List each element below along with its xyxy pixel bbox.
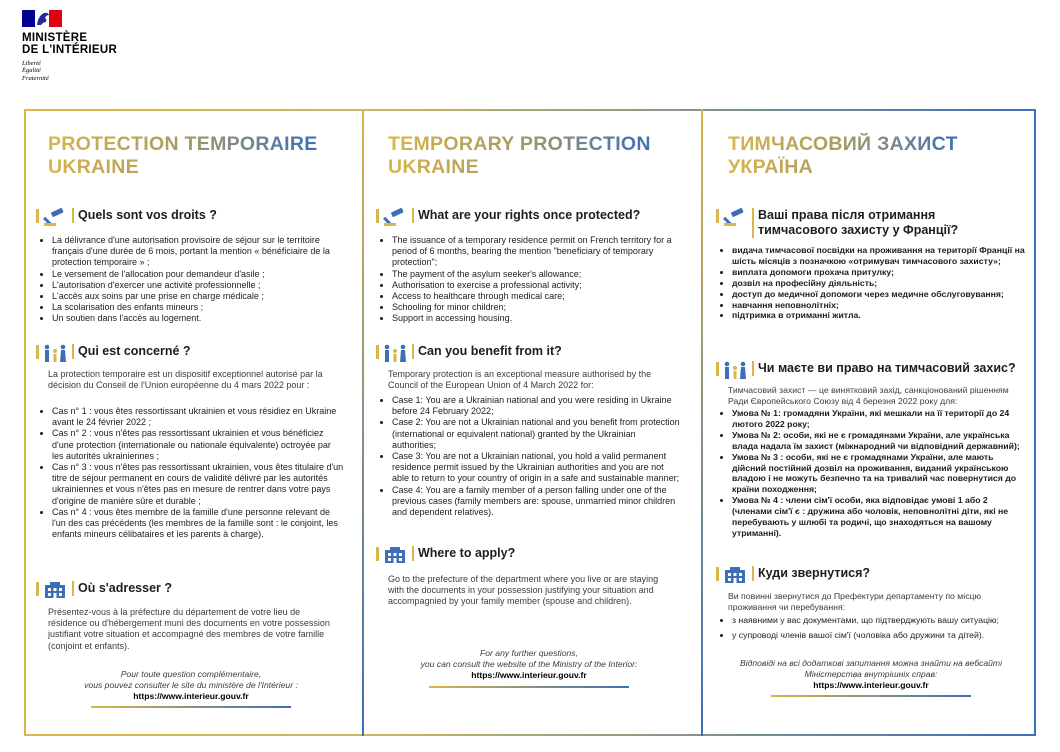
french-column — [36, 111, 346, 733]
accent-mark — [36, 209, 39, 223]
list-item: • Cas n° 4 : vous êtes membre de la famille d'une personne relevant de l'un des cas précédents (les membres de la famille sont : le conjoint, les enfants mineurs célibataires et les parents à charge). — [52, 507, 344, 541]
footer-line-2: Міністерства внутрішніх справ: — [804, 668, 938, 679]
list-item: • видача тимчасової посвідки на проживання на території Франції на шість місяців з позначкою «отримувач тимчасового захисту»; — [732, 245, 1026, 267]
list-item: • Support in accessing housing. — [392, 313, 682, 324]
english-rights-list — [382, 235, 682, 325]
ministry-line-2: DE L'INTÉRIEUR — [22, 44, 118, 56]
list-item: • у супроводі членів вашої сім'ї (чоловіка або дружини та дітей). — [732, 630, 1026, 641]
list-item: • виплата допомоги прохача притулку; — [732, 267, 1026, 278]
english-where-text: Go to the prefecture of the department where you live or are staying with the documents in your possession justifying your situation and accompagnied by your family member (spouse and children). — [388, 574, 659, 607]
english-where-heading — [376, 546, 515, 564]
ukrainian-title — [728, 133, 958, 179]
list-item: • Cas n° 1 : vous êtes ressortissant ukrainien et vous résidiez en Ukraine avant le 24 février 2022 ; — [52, 406, 344, 428]
ministry-website-link[interactable]: https://www.interieur.gouv.fr — [133, 690, 249, 701]
list-item: • дозвіл на професійну діяльність; — [732, 278, 1026, 289]
republic-motto — [22, 60, 49, 82]
list-item: • Умова № 3 : особи, які не є громадянами України, але мають дійсний постійний дозвіл на проживання, виданий українською владою і не можуть безпечно та на тривалий час повернутися до країни походження; — [732, 452, 1026, 496]
english-footer — [376, 648, 682, 680]
french-rights-list — [42, 235, 344, 325]
list-item: • L'accès aux soins par une prise en charge médicale ; — [52, 291, 344, 302]
french-title — [48, 133, 318, 179]
ministry-logo — [20, 10, 180, 100]
heading-line-2: тимчасового захисту у Франції? — [758, 223, 959, 237]
english-column — [376, 111, 682, 733]
list-item: • навчання неповнолітніх; — [732, 300, 1026, 311]
family-icon — [42, 344, 68, 362]
accent-mark — [36, 345, 39, 359]
accent-mark — [376, 547, 379, 561]
footer-line-1: Pour toute question complémentaire, — [120, 669, 262, 679]
footer-line-2: vous pouvez consulter le site du ministère de l'Intérieur : — [84, 679, 298, 690]
list-item: • Access to healthcare through medical care; — [392, 291, 682, 302]
list-item: • La délivrance d'une autorisation provisoire de séjour sur le territoire français d'une durée de 6 mois, portant la mention « bénéficiaire de la protection temporaire » ; — [52, 235, 344, 269]
list-item: • Case 4: You are a family member of a person falling under one of the previous cases (family members are: spouse, unmarried minor children and dependent relatives). — [392, 485, 682, 519]
list-item: • Authorisation to exercise a professional activity; — [392, 280, 682, 291]
ukrainian-cases-list — [722, 408, 1026, 539]
ministry-name — [22, 32, 117, 56]
family-icon — [722, 361, 748, 379]
ukrainian-who-heading — [716, 361, 1016, 379]
section-heading-text: Où s'adresser ? — [72, 581, 172, 596]
column-divider-2 — [701, 109, 703, 736]
list-item: • L'autorisation d'exercer une activité professionnelle ; — [52, 280, 344, 291]
section-heading-text: Quels sont vos droits ? — [72, 208, 217, 223]
gavel-icon — [382, 208, 408, 226]
list-item: • Case 1: You are a Ukrainian national and you were residing in Ukraine before 24 February 2022; — [392, 395, 682, 417]
gavel-icon — [722, 208, 748, 226]
ukrainian-rights-heading — [716, 208, 958, 238]
ukrainian-where-intro: Ви повинні звернутися до Префектури департаменту по місцю проживання чи перебування: — [728, 591, 982, 612]
french-title-line-2: UKRAINE — [48, 156, 139, 178]
accent-mark — [376, 345, 379, 359]
footer-line-2: you can consult the website of the Ministry of the Interior: — [420, 658, 638, 669]
ministry-line-1: MINISTÈRE — [22, 32, 88, 44]
building-icon — [382, 546, 408, 564]
ministry-website-link[interactable]: https://www.interieur.gouv.fr — [813, 679, 929, 690]
family-icon — [382, 344, 408, 362]
french-title-line-1: PROTECTION TEMPORAIRE — [48, 133, 318, 155]
list-item: • Cas n° 3 : vous n'êtes pas ressortissant ukrainien, vous êtes titulaire d'un titre de séjour permanent en cours de validité délivré par les autorités ukrainiennes et vous n'êtes pas en mesure de rentrer dans votre pays d'origine de manière sûre et durable ; — [52, 462, 344, 507]
section-heading-text: Чи маєте ви право на тимчасовий захис? — [752, 361, 1016, 376]
list-item: • Case 3: You are not a Ukrainian national, you hold a valid permanent residence permit issued by the Ukrainian authorities and you are not able to return to your country of origin in a safe and sustainable manner; — [392, 451, 682, 485]
footer-line-1: For any further questions, — [480, 648, 578, 658]
section-heading-text: Where to apply? — [412, 546, 515, 561]
list-item: • Le versement de l'allocation pour demandeur d'asile ; — [52, 269, 344, 280]
accent-mark — [36, 582, 39, 596]
footer-line-1: Відповіді на всі додаткові запитання можна знайти на вебсайті — [740, 658, 1002, 668]
list-item: • The payment of the asylum seeker's allowance; — [392, 269, 682, 280]
footer-accent-bar — [429, 686, 629, 688]
list-item: • Un soutien dans l'accès au logement. — [52, 313, 344, 324]
english-rights-heading — [376, 208, 640, 226]
list-item: • The issuance of a temporary residence permit on French territory for a period of 6 months, bearing the mention "beneficiary of temporary protection"; — [392, 235, 682, 269]
english-title — [388, 133, 651, 179]
section-heading-text — [752, 208, 958, 238]
ministry-website-link[interactable]: https://www.interieur.gouv.fr — [471, 669, 587, 680]
accent-mark — [376, 209, 379, 223]
list-item: • Умова № 2: особи, які не є громадянами України, але українська влада надала їм захист (міжнародний чи відповідний державний); — [732, 430, 1026, 452]
list-item: • доступ до медичної допомоги через медичне обслуговування; — [732, 289, 1026, 300]
motto-egalite: Égalité — [22, 67, 41, 75]
list-item: • Умова № 4 : члени сім'ї особи, яка відповідає умові 1 або 2 (членами сім'ї є : дружина або чоловік, неповнолітні діти, які не перебувають у шлюбі та родичі, що знаходяться на вашому утриманні). — [732, 495, 1026, 539]
gavel-icon — [42, 208, 68, 226]
ukrainian-title-line-1: ТИМЧАСОВИЙ ЗАХИСТ — [728, 133, 958, 155]
ukrainian-column — [716, 111, 1026, 733]
english-cases-list — [382, 395, 682, 518]
section-heading-text: Куди звернутися? — [752, 566, 870, 581]
ukrainian-where-list — [722, 615, 1026, 641]
column-divider-1 — [362, 109, 364, 736]
heading-line-1: Ваші права після отримання — [758, 208, 936, 222]
accent-mark — [716, 362, 719, 376]
french-rights-heading — [36, 208, 217, 226]
list-item: • Умова № 1: громадяни України, які мешкали на її території до 24 лютого 2022 року; — [732, 408, 1026, 430]
ukrainian-footer — [716, 658, 1026, 690]
motto-fraternite: Fraternité — [22, 74, 49, 82]
section-heading-text: Can you benefit from it? — [412, 344, 562, 359]
list-item: • Cas n° 2 : vous n'êtes pas ressortissant ukrainien et vous bénéficiez d'une protection (internationale ou nationale équivalente) octroyée par les autorités ukrainiennes ; — [52, 428, 344, 462]
list-item: • підтримка в отриманні житла. — [732, 310, 1026, 321]
ukrainian-rights-list — [722, 245, 1026, 321]
english-title-line-2: UKRAINE — [388, 156, 479, 178]
list-item: • Case 2: You are not a Ukrainian national and you benefit from protection (international or equivalent national) granted by the Ukrainian authorities; — [392, 417, 682, 451]
list-item: • La scolarisation des enfants mineurs ; — [52, 302, 344, 313]
english-who-heading — [376, 344, 562, 362]
building-icon — [722, 566, 748, 584]
ukrainian-who-intro: Тимчасовий захист — це винятковий захід, санкціонований рішенням Ради Європейського Союзу від 4 березня 2022 року для: — [728, 385, 1009, 406]
marianne-flag-icon — [22, 10, 62, 27]
footer-accent-bar — [91, 706, 291, 708]
building-icon — [42, 581, 68, 599]
ukrainian-where-heading — [716, 566, 870, 584]
section-heading-text: What are your rights once protected? — [412, 208, 640, 223]
footer-accent-bar — [771, 695, 971, 697]
accent-mark — [716, 209, 719, 223]
english-who-intro: Temporary protection is an exceptional measure authorised by the Council of the European Union of 4 March 2022 for: — [388, 369, 652, 391]
list-item: • Schooling for minor children; — [392, 302, 682, 313]
french-who-intro: La protection temporaire est un dispositif exceptionnel autorisé par la décision du Conseil de l'Union européenne du 4 mars 2022 pour : — [48, 369, 323, 391]
english-title-line-1: TEMPORARY PROTECTION — [388, 133, 651, 155]
accent-mark — [716, 567, 719, 581]
french-cases-list — [42, 406, 344, 540]
french-footer — [36, 669, 346, 701]
french-where-text: Présentez-vous à la préfecture du département de votre lieu de résidence ou d'hébergement muni des documents en votre possession justifiant votre situation et accompagné des membres de votre famille (conjoint et enfants). — [48, 607, 330, 651]
section-heading-text: Qui est concerné ? — [72, 344, 191, 359]
motto-liberte: Liberté — [22, 60, 41, 67]
ukrainian-title-line-2: УКРАЇНА — [728, 156, 814, 178]
french-who-heading — [36, 344, 191, 362]
list-item: • з наявними у вас документами, що підтверджують вашу ситуацію; — [732, 615, 1026, 626]
french-where-heading — [36, 581, 172, 599]
